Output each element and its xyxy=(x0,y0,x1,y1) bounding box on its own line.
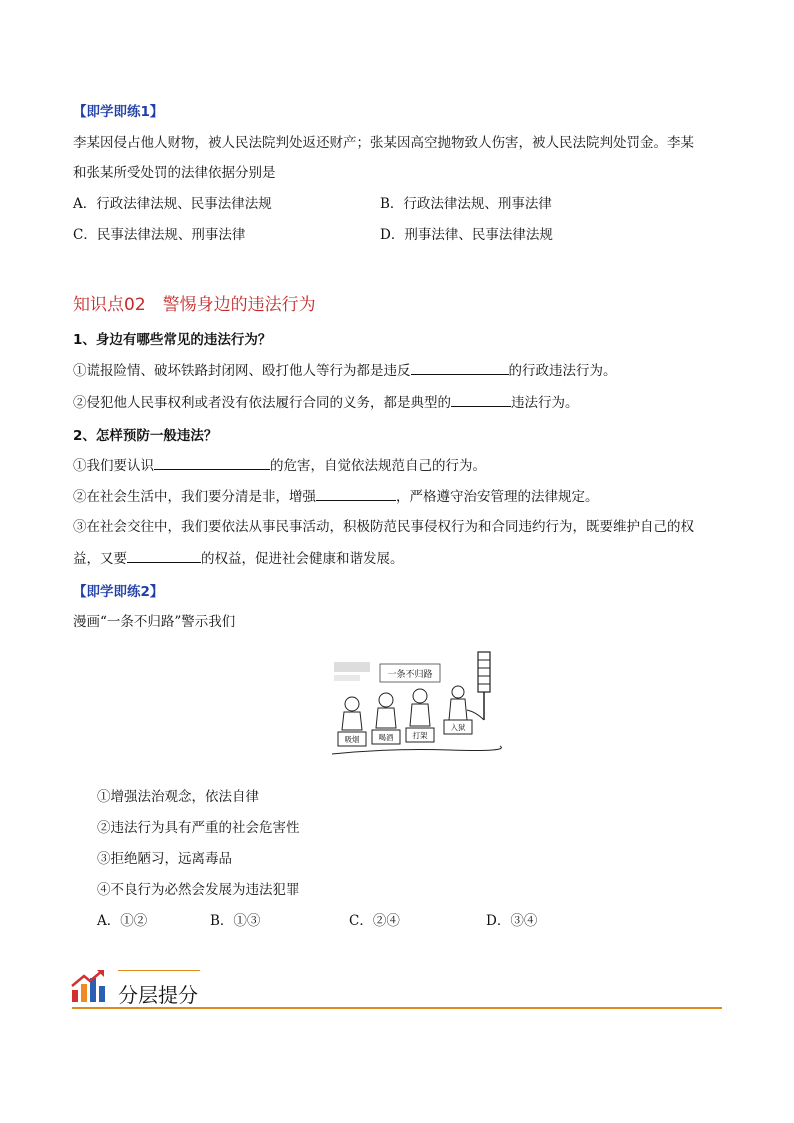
cartoon-label-4: 入狱 xyxy=(450,723,466,732)
q2-item2-post: ，严格遵守治安管理的法律规定。 xyxy=(396,489,599,505)
q2-item3-line2 xyxy=(73,548,404,569)
q2-item3-line1: ③在社会交往中，我们要依法从事民事活动，积极防范民事侵权行为和合同违约行为，既要维护自己的权 xyxy=(73,519,694,535)
bar-chart-growth-icon xyxy=(70,968,108,1004)
answer-blank-2[interactable] xyxy=(451,392,511,407)
answer-blank-3[interactable] xyxy=(154,455,270,470)
practice1-option-c: C．民事法律法规、刑事法律 xyxy=(73,227,246,243)
q1-title: 1、身边有哪些常见的违法行为？ xyxy=(73,332,272,348)
q2-item3-pre: 益，又要 xyxy=(73,551,127,567)
practice1-tag: 【即学即练1】 xyxy=(73,104,164,120)
cartoon-label-1: 吸烟 xyxy=(344,735,360,744)
footer-accent-line-short xyxy=(118,970,200,971)
practice1-option-b: B．行政法律法规、刑事法律 xyxy=(380,196,552,212)
practice1-option-a: A．行政法律法规、民事法律法规 xyxy=(73,196,272,212)
practice2-option-a: A．①② xyxy=(97,913,148,929)
statement-2: ②违法行为具有严重的社会危害性 xyxy=(97,820,300,836)
q1-item2 xyxy=(73,392,579,413)
statement-1: ①增强法治观念，依法自律 xyxy=(97,789,259,805)
q2-item2-pre: ②在社会生活中，我们要分清是非，增强 xyxy=(73,489,316,505)
answer-blank-1[interactable] xyxy=(411,360,509,375)
footer-divider xyxy=(72,1007,722,1009)
cartoon-label-3: 打架 xyxy=(412,731,428,740)
practice2-option-d: D．③④ xyxy=(486,913,538,929)
practice1-option-d: D．刑事法律、民事法律法规 xyxy=(380,227,553,243)
q2-title: 2、怎样预防一般违法？ xyxy=(73,428,218,444)
practice2-option-c: C．②④ xyxy=(349,913,400,929)
q2-item2 xyxy=(73,486,599,507)
section-title: 知识点02 警惕身边的违法行为 xyxy=(73,295,316,315)
cartoon-caption: 一条不归路 xyxy=(387,670,433,680)
practice2-option-b: B．①③ xyxy=(210,913,261,929)
q1-item1 xyxy=(73,360,617,381)
q2-item1-pre: ①我们要认识 xyxy=(73,458,154,474)
cartoon-image xyxy=(330,650,502,766)
q2-item1 xyxy=(73,455,486,476)
practice1-question-line1: 李某因侵占他人财物，被人民法院判处返还财产；张某因高空抛物致人伤害，被人民法院判处罚金。李某 xyxy=(73,135,694,151)
statement-3: ③拒绝陋习，远离毒品 xyxy=(97,851,232,867)
q2-item3-post: 的权益，促进社会健康和谐发展。 xyxy=(201,551,404,567)
q2-item1-post: 的危害，自觉依法规范自己的行为。 xyxy=(270,458,486,474)
q1-item1-pre: ①谎报险情、破坏铁路封闭网、殴打他人等行为都是违反 xyxy=(73,363,411,379)
footer-title: 分层提分 xyxy=(118,983,198,1007)
answer-blank-5[interactable] xyxy=(127,548,201,563)
q1-item2-post: 违法行为。 xyxy=(511,395,579,411)
statement-4: ④不良行为必然会发展为违法犯罪 xyxy=(97,882,300,898)
practice1-question-line2: 和张某所受处罚的法律依据分别是 xyxy=(73,165,276,181)
answer-blank-4[interactable] xyxy=(316,486,396,501)
cartoon-label-2: 喝酒 xyxy=(378,733,394,742)
q1-item1-post: 的行政违法行为。 xyxy=(508,363,617,379)
practice2-question: 漫画“一条不归路”警示我们 xyxy=(73,614,236,630)
practice2-tag: 【即学即练2】 xyxy=(73,584,164,600)
q1-item2-pre: ②侵犯他人民事权利或者没有依法履行合同的义务，都是典型的 xyxy=(73,395,451,411)
